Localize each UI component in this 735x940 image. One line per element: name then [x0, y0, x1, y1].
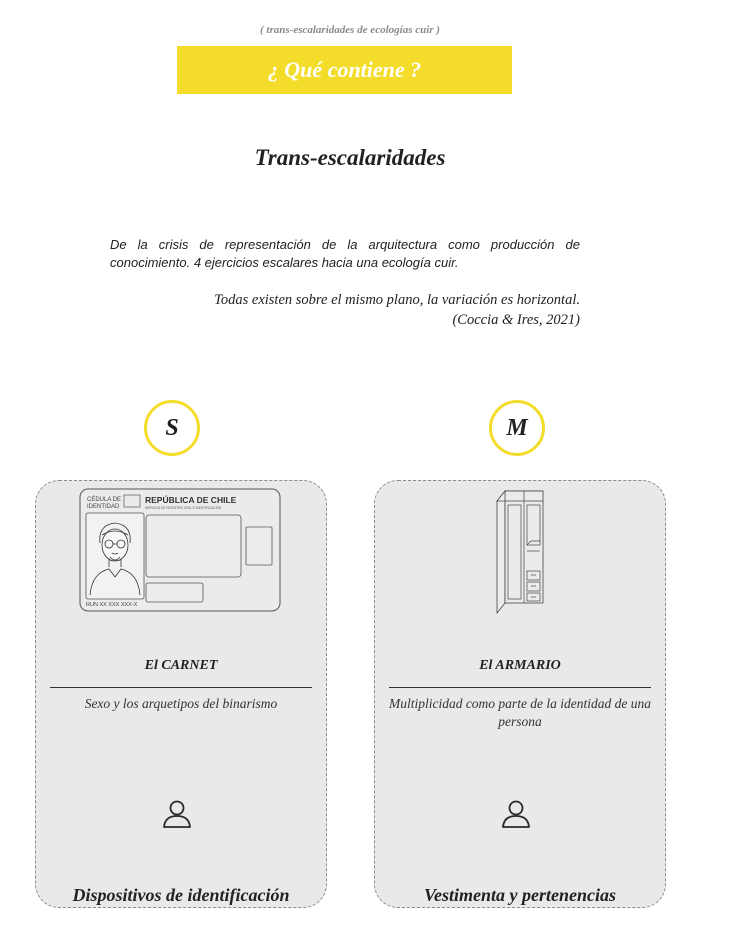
id-card-run: RUN XX XXX XXX-X	[86, 602, 138, 608]
id-card-doc-type-1: CÉDULA DE	[87, 497, 122, 503]
card-category: Vestimenta y pertenencias	[424, 885, 616, 905]
card-category: Dispositivos de identificación	[72, 885, 290, 905]
wardrobe-illustration	[493, 487, 549, 615]
size-badge-s: S	[144, 400, 200, 456]
card-description: Sexo y los arquetipos del binarismo	[84, 696, 278, 711]
quote-citation: (Coccia & Ires, 2021)	[452, 312, 580, 328]
card-carnet[interactable]	[35, 480, 327, 908]
user-icon	[160, 797, 194, 831]
card-divider	[389, 687, 651, 688]
header-kicker: ( trans-escalaridades de ecologías cuir )	[260, 24, 440, 36]
section-banner: ¿ Qué contiene ?	[177, 46, 512, 94]
card-description: Multiplicidad como parte de la identidad de una persona	[388, 696, 652, 729]
id-card-country: REPÚBLICA DE CHILE	[145, 495, 237, 505]
id-card-doc-type-2: IDENTIDAD	[87, 504, 120, 510]
card-title: El ARMARIO	[479, 658, 561, 673]
card-armario[interactable]	[374, 480, 666, 908]
quote-text: Todas existen sobre el mismo plano, la variación es horizontal.	[214, 292, 580, 308]
intro-paragraph: De la crisis de representación de la arquitectura como producción de conocimiento. 4 ejercicios escalares hacia una ecología cuir.	[110, 237, 580, 270]
card-divider	[50, 687, 312, 688]
id-card-issuer: SERVICIO DE REGISTRO CIVIL E IDENTIFICACIÓN	[145, 506, 222, 510]
size-badge-m: M	[489, 400, 545, 456]
card-title: El CARNET	[144, 658, 218, 673]
id-card-illustration	[78, 487, 284, 613]
page-title: Trans-escalaridades	[254, 145, 446, 170]
quote-block	[110, 290, 580, 330]
user-icon	[499, 797, 533, 831]
